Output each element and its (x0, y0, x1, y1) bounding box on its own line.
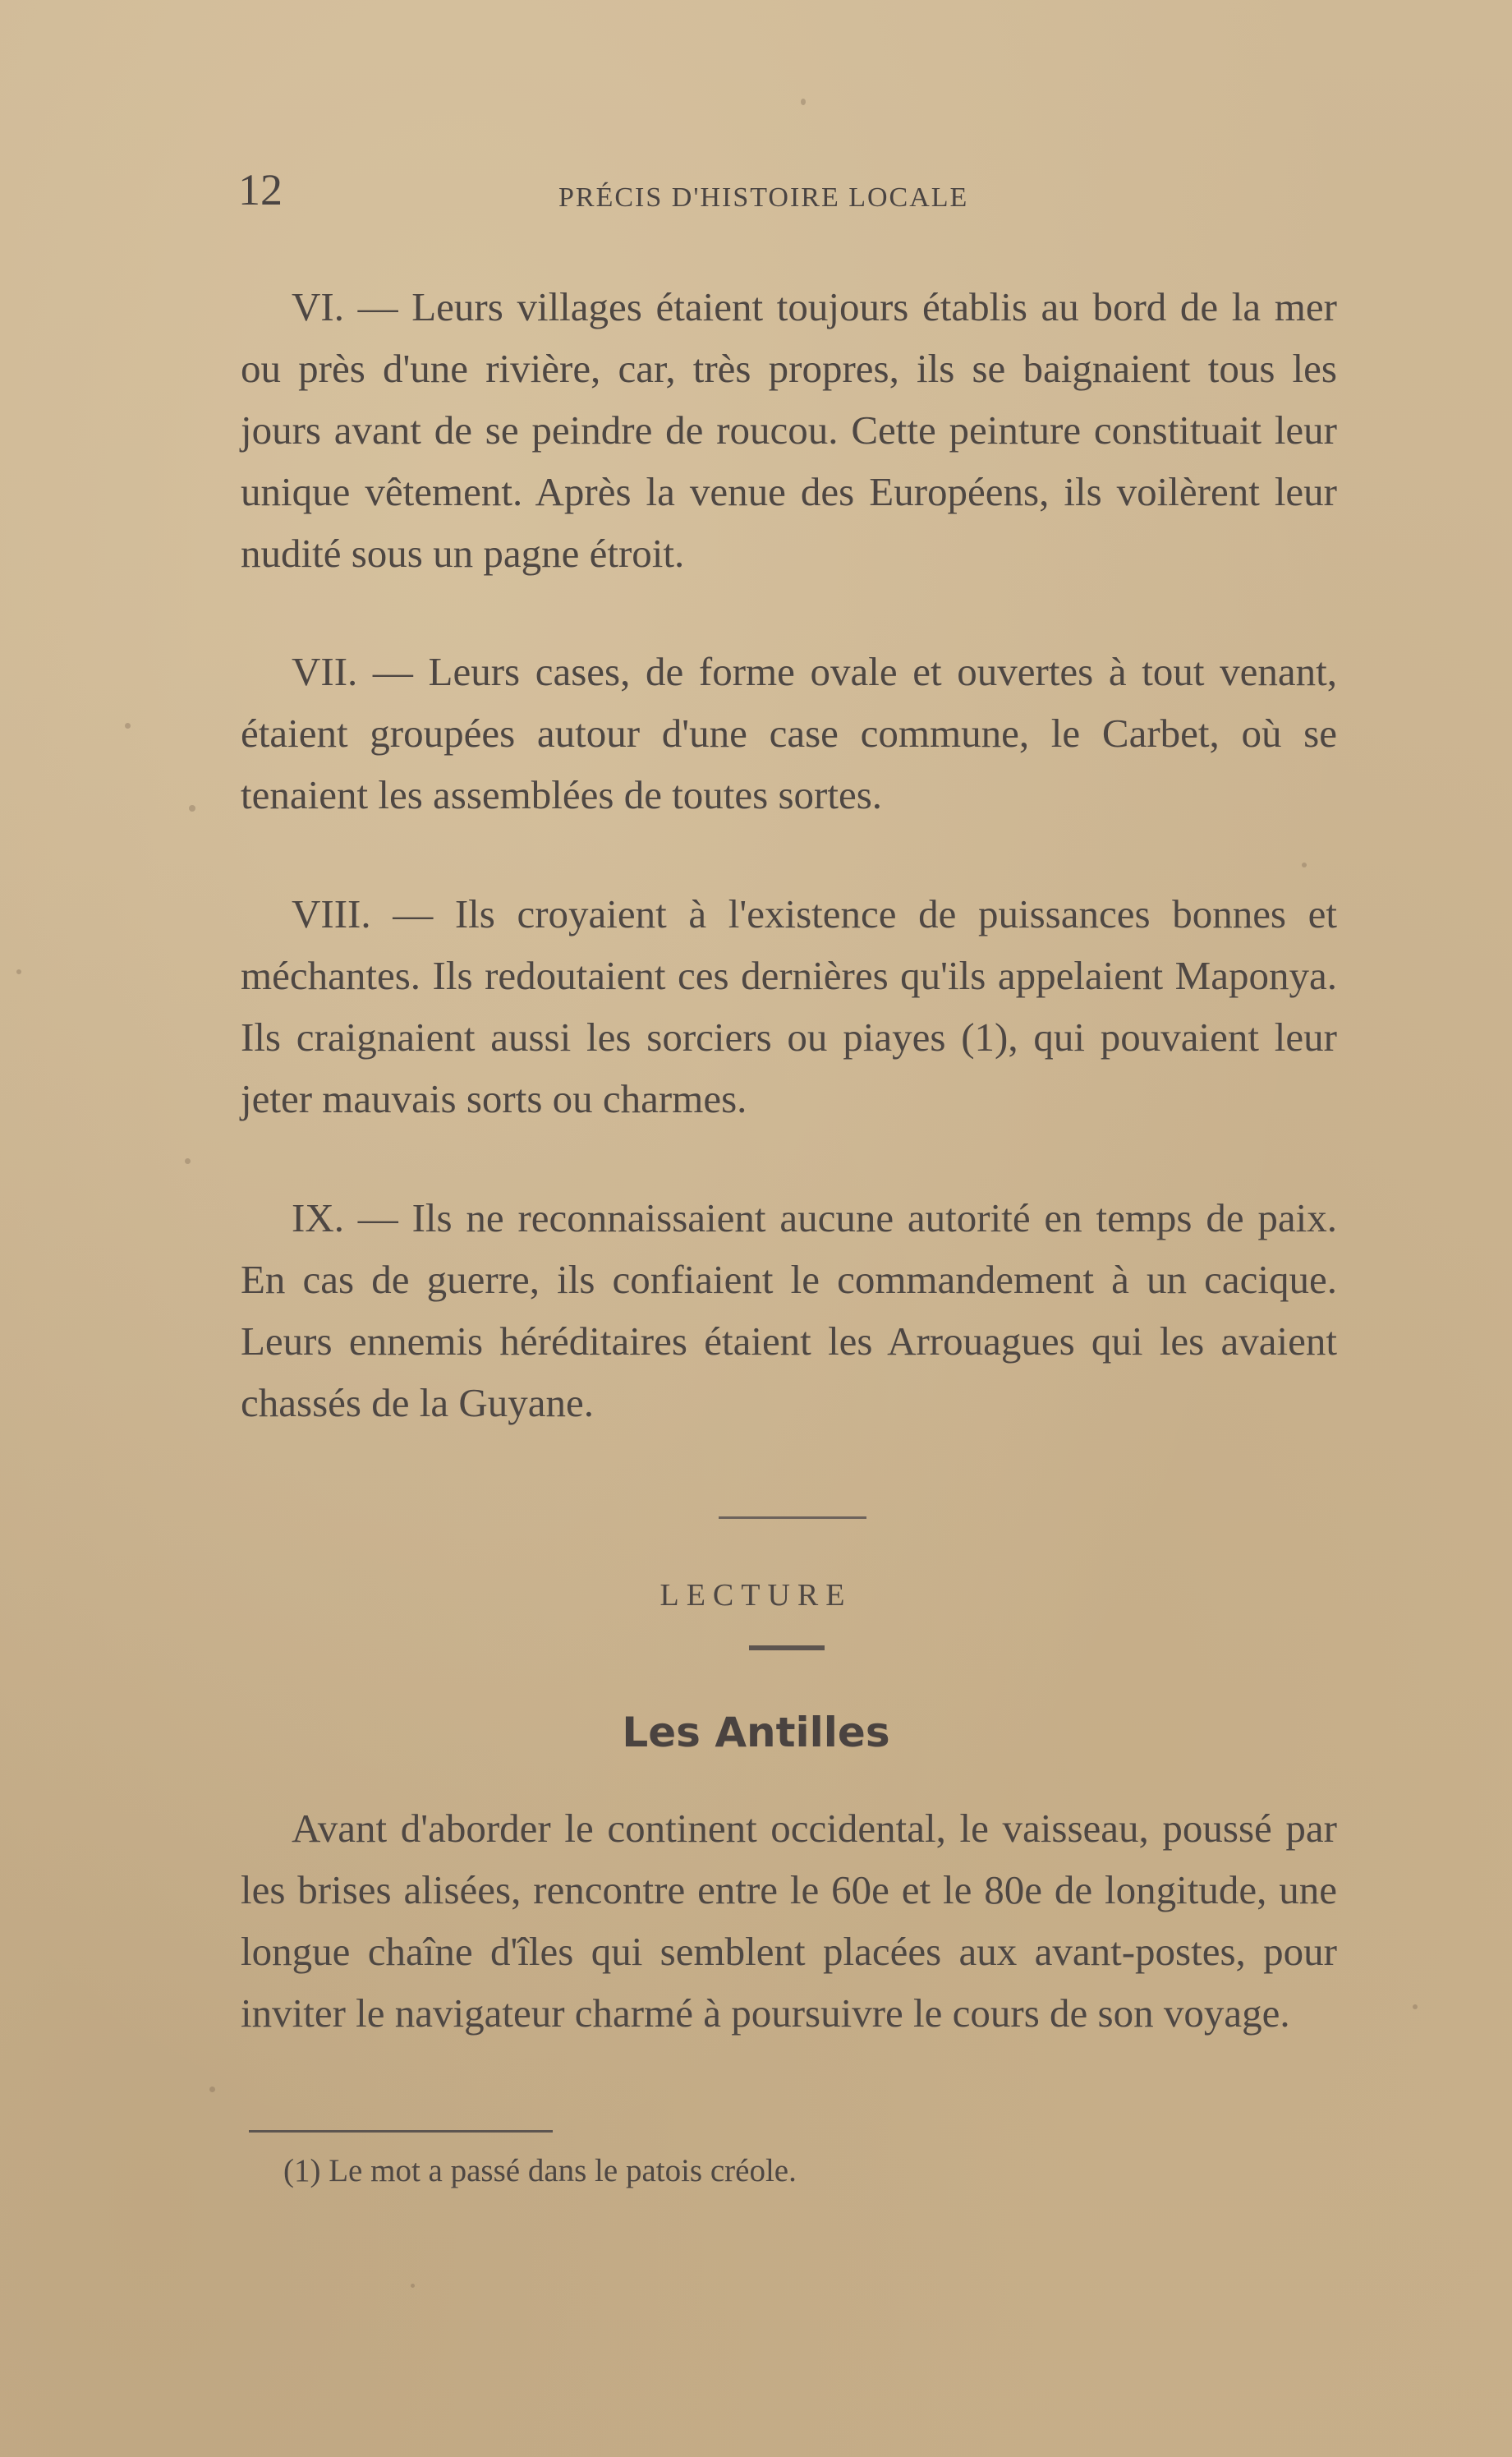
section-viii-text: VIII. — Ils croyaient à l'existence de puissances bonnes et méchantes. Ils redoutaient ces dernières qu'ils appelaient Maponya. Ils craignaient aussi les sorciers ou piayes (1), qui pouvaient leur jeter mauvais sorts ou charmes. (241, 891, 1337, 1121)
reading-passage (241, 1797, 1337, 2044)
section-viii (241, 883, 1337, 1130)
paper-speck (189, 805, 195, 812)
section-divider (719, 1516, 866, 1519)
section-vi-text: VI. — Leurs villages étaient toujours établis au bord de la mer ou près d'une rivière, car, très propres, ils se baignaient tous les jours avant de se peindre de roucou. Cette peinture constituait leur unique vêtement. Après la venue des Européens, ils voilèrent leur nudité sous un pagne étroit. (241, 284, 1337, 576)
page-header (238, 164, 1339, 222)
paper-speck (1413, 2004, 1418, 2009)
lecture-divider (749, 1645, 825, 1650)
reading-title: Les Antilles (622, 1709, 890, 1756)
paper-speck (1302, 863, 1307, 867)
section-vii (241, 641, 1337, 826)
page-number: 12 (238, 165, 283, 214)
paper-speck (185, 1158, 191, 1164)
paper-speck (801, 99, 806, 105)
paper-speck (411, 2284, 415, 2288)
footnote-rule (249, 2130, 553, 2133)
section-ix (241, 1187, 1337, 1433)
reading-paragraph: Avant d'aborder le continent occidental, le vaisseau, poussé par les brises alisées, rencontre entre le 60e et le 80e de longitude, une longue chaîne d'îles qui semblent placées aux avant-postes, pour inviter le navigateur charmé à poursuivre le cours de son voyage. (241, 1806, 1337, 2036)
paper-speck (209, 2087, 215, 2092)
paper-speck (16, 969, 21, 974)
lecture-label: LECTURE (659, 1578, 853, 1613)
section-ix-text: IX. — Ils ne reconnaissaient aucune autorité en temps de paix. En cas de guerre, ils confiaient le commandement à un cacique. Leurs ennemis héréditaires étaient les Arrouagues qui les avaient chassés de la Guyane. (241, 1195, 1337, 1425)
footnote: (1) Le mot a passé dans le patois créole. (283, 2153, 797, 2188)
running-title: PRÉCIS D'HISTOIRE LOCALE (558, 182, 969, 213)
paper-speck (125, 723, 131, 729)
section-vii-text: VII. — Leurs cases, de forme ovale et ouvertes à tout venant, étaient groupées autour d'une case commune, le Carbet, où se tenaient les assemblées de toutes sortes. (241, 649, 1337, 817)
section-vi (241, 276, 1337, 584)
